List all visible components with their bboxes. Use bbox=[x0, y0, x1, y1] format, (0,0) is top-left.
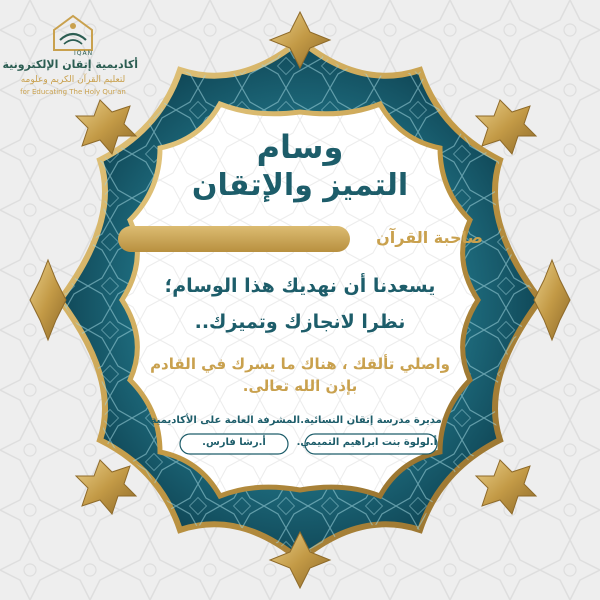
logo-badge: IQAN bbox=[74, 50, 94, 57]
signature-role-1: مديرة مدرسة إتقان النسائية. bbox=[300, 415, 442, 426]
logo-subtitle-ar: لتعليم القرآن الكريم وعلومه bbox=[20, 75, 126, 85]
recipient-name-bar bbox=[118, 226, 350, 252]
certificate-title-line1: وسام bbox=[256, 128, 344, 166]
wish-line1: واصلي تألقك ، هناك ما يسرك في القادم bbox=[150, 355, 450, 373]
logo-subtitle-en: for Educating The Holy Qur'an bbox=[20, 88, 126, 96]
logo-name: أكاديمية إتقان الإلكترونية bbox=[2, 58, 138, 71]
signature-role-2: المشرفة العامة على الأكاديمية bbox=[150, 415, 300, 426]
message-line2: نظرا لانجازك وتميزك.. bbox=[194, 311, 406, 333]
message-line1: يسعدنا أن نهديك هذا الوسام؛ bbox=[164, 275, 436, 297]
recipient-label: صاحبة القرآن bbox=[376, 228, 483, 247]
signature-name-2: أ.رشا فارس. bbox=[202, 437, 266, 448]
signature-name-1: أ.لولوة بنت ابراهيم التميمي. bbox=[296, 437, 437, 448]
certificate-title-line2: التميز والإتقان bbox=[191, 168, 409, 203]
wish-line2: بإذن الله تعالى. bbox=[242, 377, 358, 395]
